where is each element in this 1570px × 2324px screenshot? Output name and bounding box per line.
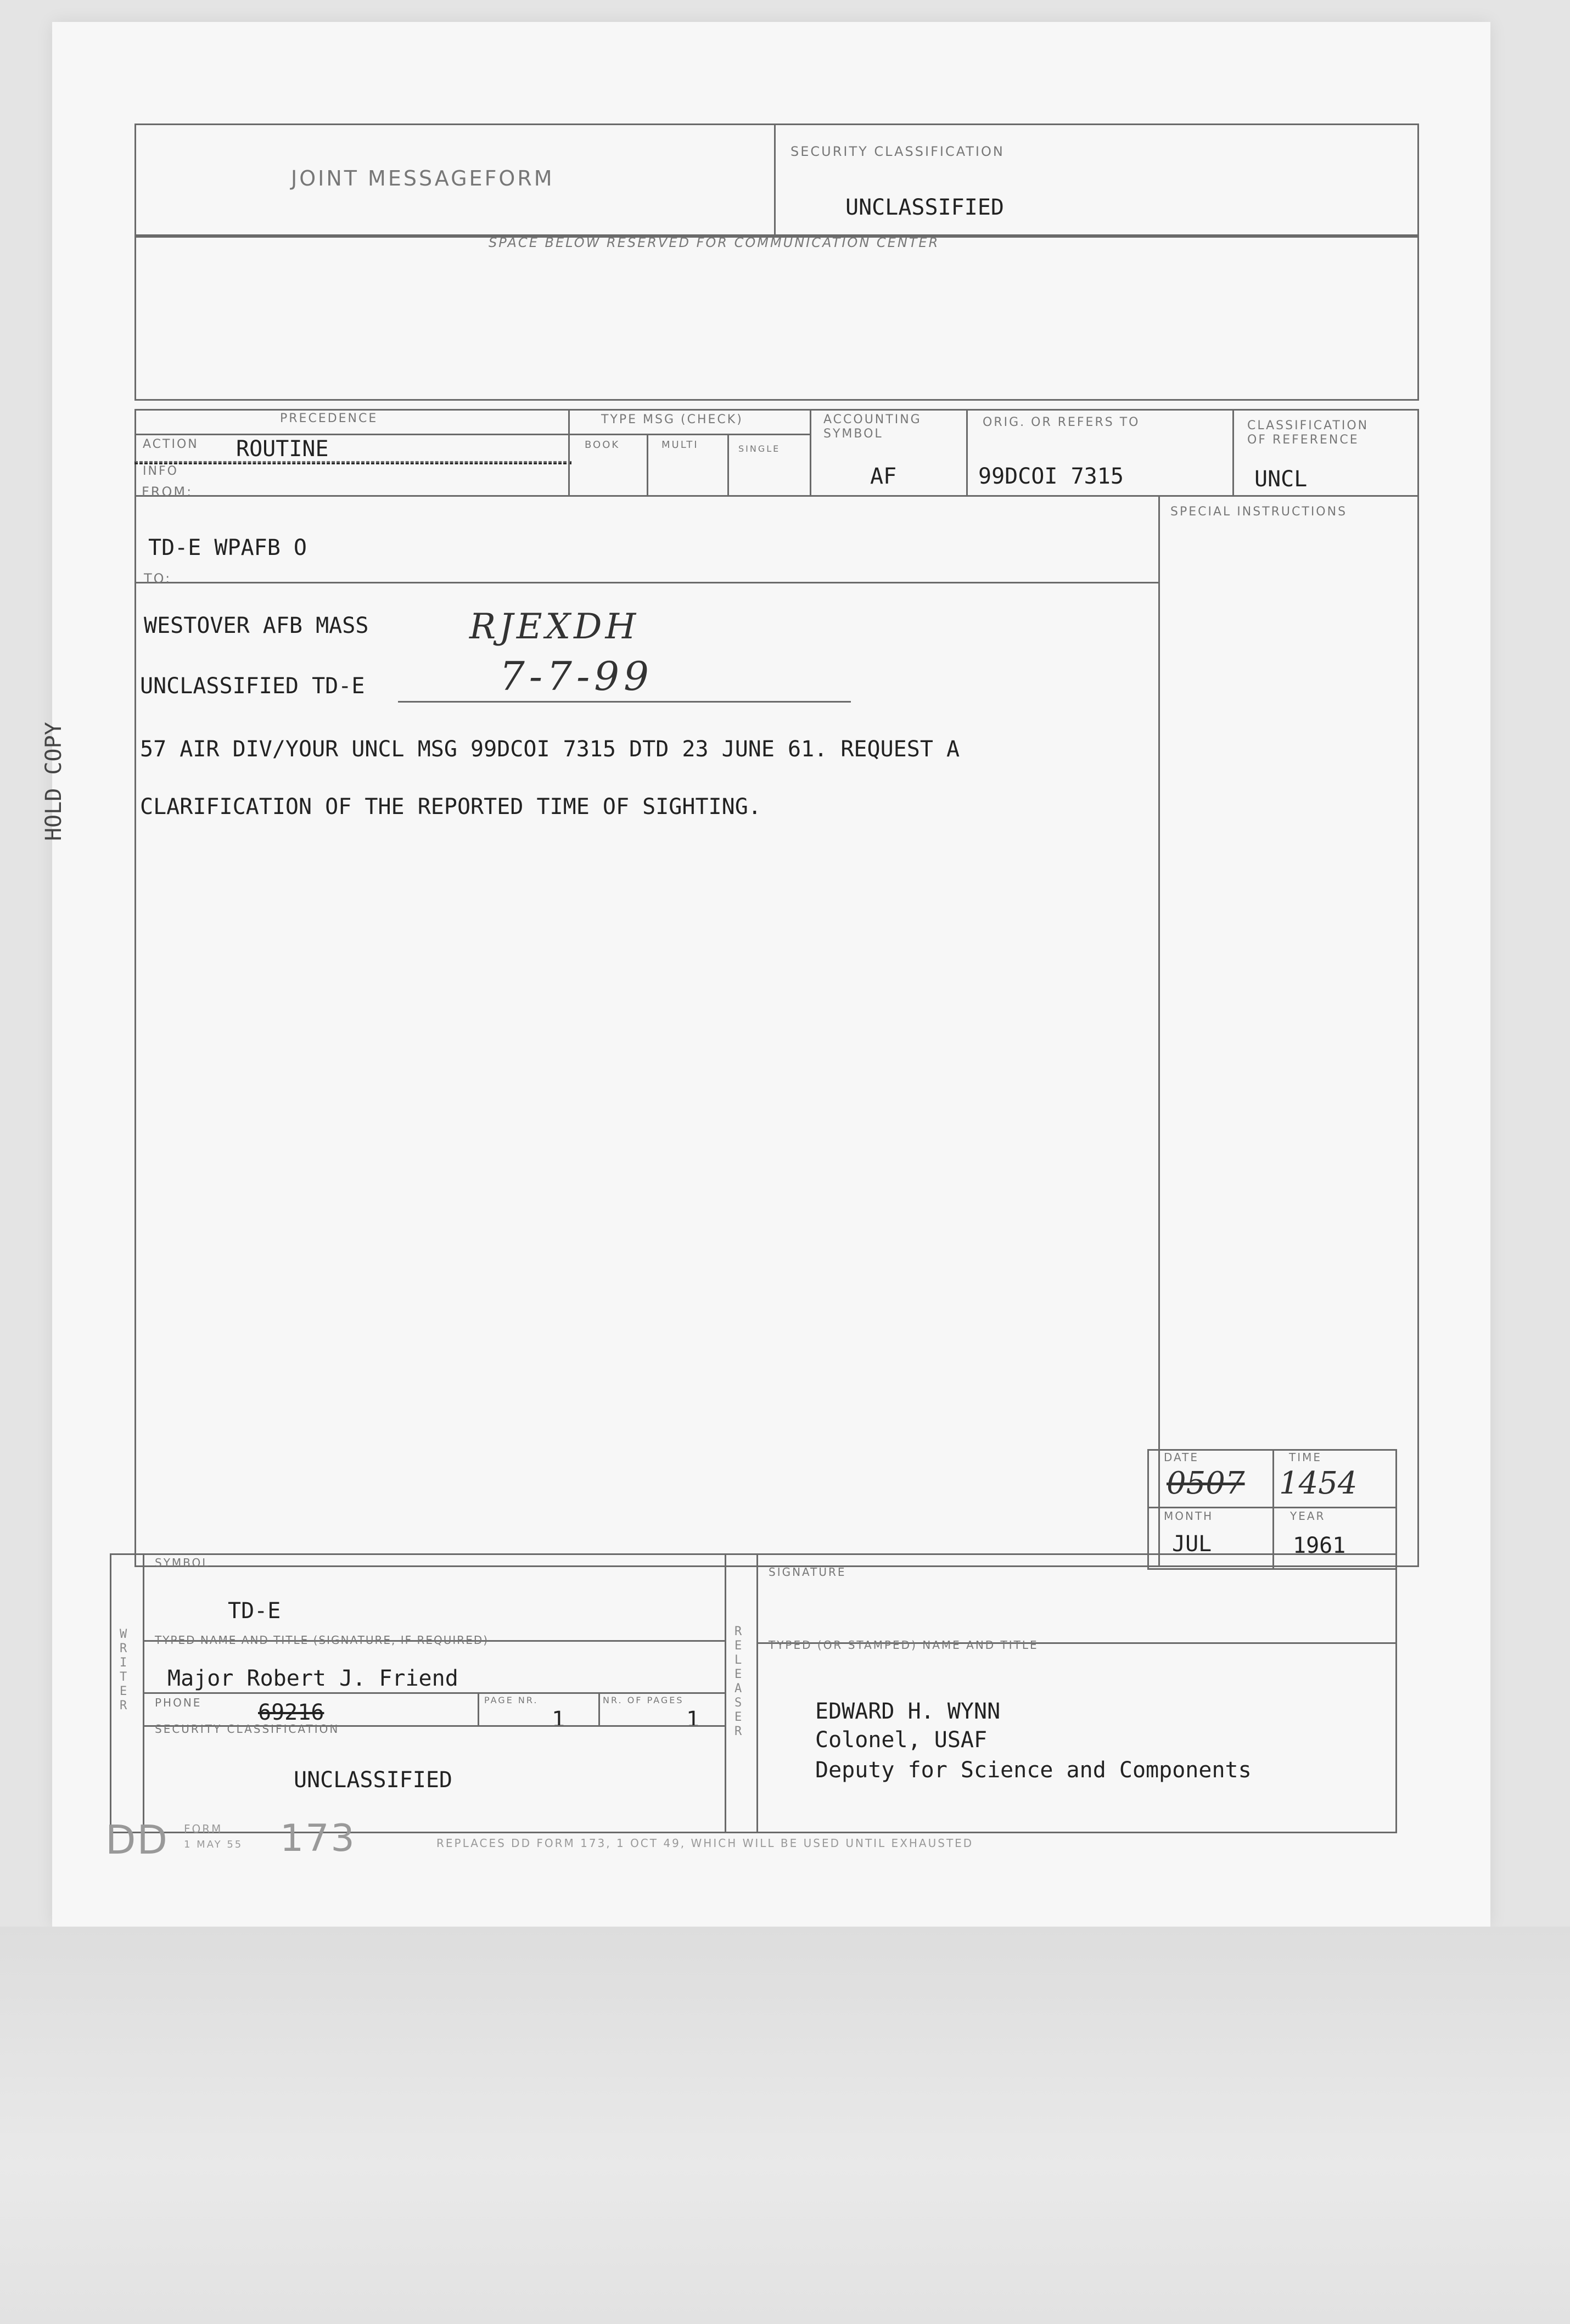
type-book-divider [647,434,648,497]
releaser-name: EDWARD H. WYNN [815,1699,1001,1724]
to-label: TO: [144,571,172,586]
type-msg-divider [568,409,570,497]
time-label: TIME [1289,1451,1322,1464]
nr-pages: 1 [686,1707,700,1732]
writer-name: Major Robert J. Friend [167,1666,458,1691]
form-title: JOINT MESSAGEFORM [291,166,554,190]
body-line-2: CLARIFICATION OF THE REPORTED TIME OF SIGHTING. [140,794,761,819]
accounting-divider [810,409,811,497]
footer-replaces: REPLACES DD FORM 173, 1 OCT 49, WHICH WILL BE USED UNTIL EXHAUSTED [436,1837,974,1850]
header-divider [774,124,776,236]
type-msg-sub-line [568,434,810,435]
subject-underline [398,701,851,703]
type-book-label: BOOK [585,439,620,451]
page-nr: 1 [552,1707,565,1732]
date-label: DATE [1164,1451,1199,1464]
footer-form-date: 1 MAY 55 [184,1839,243,1850]
special-instructions-label: SPECIAL INSTRUCTIONS [1170,505,1348,519]
symbol-label: SYMBOL [155,1556,210,1569]
type-single-label: SINGLE [738,444,781,454]
hold-copy-label: HOLD COPY [41,722,66,841]
security-classification: UNCLASSIFIED [845,195,1004,220]
background-area [0,1927,1570,2324]
accounting-symbol-label-1: ACCOUNTING [823,413,922,426]
releaser-rank: Colonel, USAF [815,1727,988,1753]
month-value: JUL [1172,1531,1212,1557]
releaser-side-divider [756,1553,758,1833]
comm-center-note: SPACE BELOW RESERVED FOR COMMUNICATION CENTER [489,235,940,250]
releaser-title: Deputy for Science and Components [815,1758,1252,1783]
footer-form-number: 173 [280,1817,356,1860]
to-value: WESTOVER AFB MASS [144,613,369,638]
phone-label: PHONE [155,1696,202,1709]
from-to-divider [134,582,1158,583]
special-instructions-divider [1158,497,1160,1567]
security-classification-label: SECURITY CLASSIFICATION [790,144,1005,159]
type-multi-divider [727,434,729,497]
year-label: YEAR [1290,1509,1326,1523]
time-value: 1454 [1279,1466,1358,1501]
class-ref-divider [1232,409,1234,497]
orig-refers-label: ORIG. OR REFERS TO [983,416,1140,429]
from-value: TD-E WPAFB O [148,535,307,560]
comm-center-box [134,236,1419,401]
precedence-sub-line [134,434,568,435]
writer-security-label: SECURITY CLASSIFICATION [155,1722,340,1736]
page-nr-divider [478,1692,479,1725]
page-nr-label: PAGE NR. [484,1695,539,1705]
action-label: ACTION [143,437,199,451]
releaser-typed-label: TYPED (OR STAMPED) NAME AND TITLE [769,1638,1039,1652]
signature-label: SIGNATURE [769,1565,846,1579]
footer-form-label: FORM [184,1822,223,1835]
symbol-value: TD-E [228,1598,281,1624]
action-value: ROUTINE [236,436,329,462]
date-month-divider [1147,1507,1397,1508]
writer-label: W R I T E R [120,1627,127,1713]
class-ref: UNCL [1254,467,1308,492]
info-label: INFO [143,464,178,478]
body-line-1: 57 AIR DIV/YOUR UNCL MSG 99DCOI 7315 DTD 23 JUNE 61. REQUEST A [140,737,960,762]
phone-value: 69216 [258,1700,324,1725]
name-phone-divider [143,1692,725,1694]
class-ref-label-1: CLASSIFICATION [1247,419,1369,433]
message-body-box [134,497,1419,1567]
precedence-label: PRECEDENCE [280,412,378,425]
year-value: 1961 [1293,1533,1346,1558]
orig-refers: 99DCOI 7315 [978,464,1124,489]
accounting-symbol: AF [870,464,897,489]
from-label: FROM: [142,484,193,499]
month-label: MONTH [1164,1509,1214,1523]
footer-dd: DD [105,1817,169,1863]
date-value: 0507 [1167,1466,1245,1501]
orig-divider [966,409,968,497]
action-info-divider [134,461,571,464]
typed-name-label: TYPED NAME AND TITLE (SIGNATURE, IF REQUIRED) [155,1633,489,1647]
nr-pages-label: NR. OF PAGES [603,1695,684,1705]
type-msg-label: TYPE MSG (CHECK) [601,413,743,426]
handwritten-date: 7-7-99 [500,653,653,699]
writer-releaser-divider [725,1553,726,1833]
handwritten-routing: RJEXDH [469,607,640,647]
date-time-divider [1272,1449,1274,1570]
writer-security: UNCLASSIFIED [294,1767,452,1793]
releaser-label: R E L E A S E R [734,1625,742,1738]
subject-line: UNCLASSIFIED TD-E [140,673,365,699]
accounting-symbol-label-2: SYMBOL [823,427,883,441]
type-multi-label: MULTI [661,439,699,451]
nr-pages-divider [598,1692,600,1725]
class-ref-label-2: OF REFERENCE [1247,433,1359,447]
